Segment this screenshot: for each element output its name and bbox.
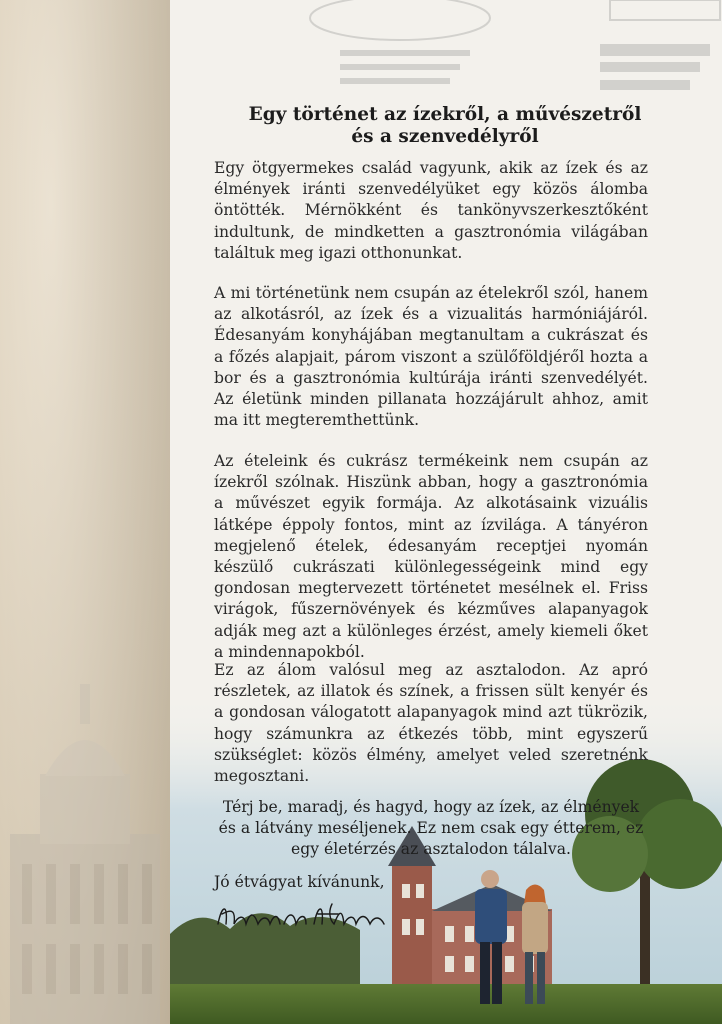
content-page	[170, 0, 722, 1024]
closing-invitation: Térj be, maradj, és hagyd, hogy az ízek, az élmények és a látvány meséljenek. Ez nem csak egy étterem, ez egy életérzés az asztalodon tálalva.	[218, 798, 644, 859]
page-title-line-2: és a szenvedélyről	[351, 126, 539, 147]
page-title-line-1: Egy történet az ízekről, a művészetről	[248, 104, 642, 125]
handwritten-signature	[214, 898, 394, 932]
faded-building-illustration	[0, 664, 170, 1024]
greeting-line: Jó étvágyat kívánunk,	[214, 873, 385, 891]
faded-letterhead-decoration	[280, 0, 722, 100]
paragraph-dream-on-table: Ez az álom valósul meg az asztalodon. Az apró részletek, az illatok és színek, a frissen sült kenyér és a gondosan válogatott alapanyagok mind azt tükrözik, hogy számunkra az étkezés több, mint egyszerű szükséglet: közös élmény, amelyet veled szeretnénk megosztani.	[214, 661, 648, 786]
paragraph-food-as-art: Az ételeink és cukrász termékeink nem csupán az ízekről szólnak. Hiszünk abban, hogy a gasztronómia a művészet egyik formája. Az alkotásaink vizuális látképe éppoly fontos, mint az ízvilága. A tányéron megjelenő ételek, édesanyám receptjei nyomán készülő cukrászati különlegességeink mind egy gondosan megtervezett történetet mesélnek el. Friss virágok, fűszernövények és kézműves alapanyagok adják meg azt a különleges érzést, amely kiemeli őket a mindennapokból.	[214, 452, 648, 661]
aged-paper-strip	[0, 0, 170, 1024]
paragraph-our-story: A mi történetünk nem csupán az ételekről szól, hanem az alkotásról, az ízek és a vizualitás harmóniájáról. Édesanyám konyhájában megtanultam a cukrászat és a főzés alapjait, párom viszont a szülőföldjéről hozta a bor és a gasztronómia kultúrája iránti szenvedélyét. Az életünk minden pillanata hozzájárult ahhoz, amit ma itt megteremthettünk.	[214, 284, 648, 430]
paragraph-family-intro: Egy ötgyermekes család vagyunk, akik az ízek és az élmények iránti szenvedélyüket egy közös álomba öntötték. Mérnökként és tankönyvszerkesztőként indultunk, de mindketten a gasztronómia világában találtuk meg igazi otthonunkat.	[214, 159, 648, 262]
